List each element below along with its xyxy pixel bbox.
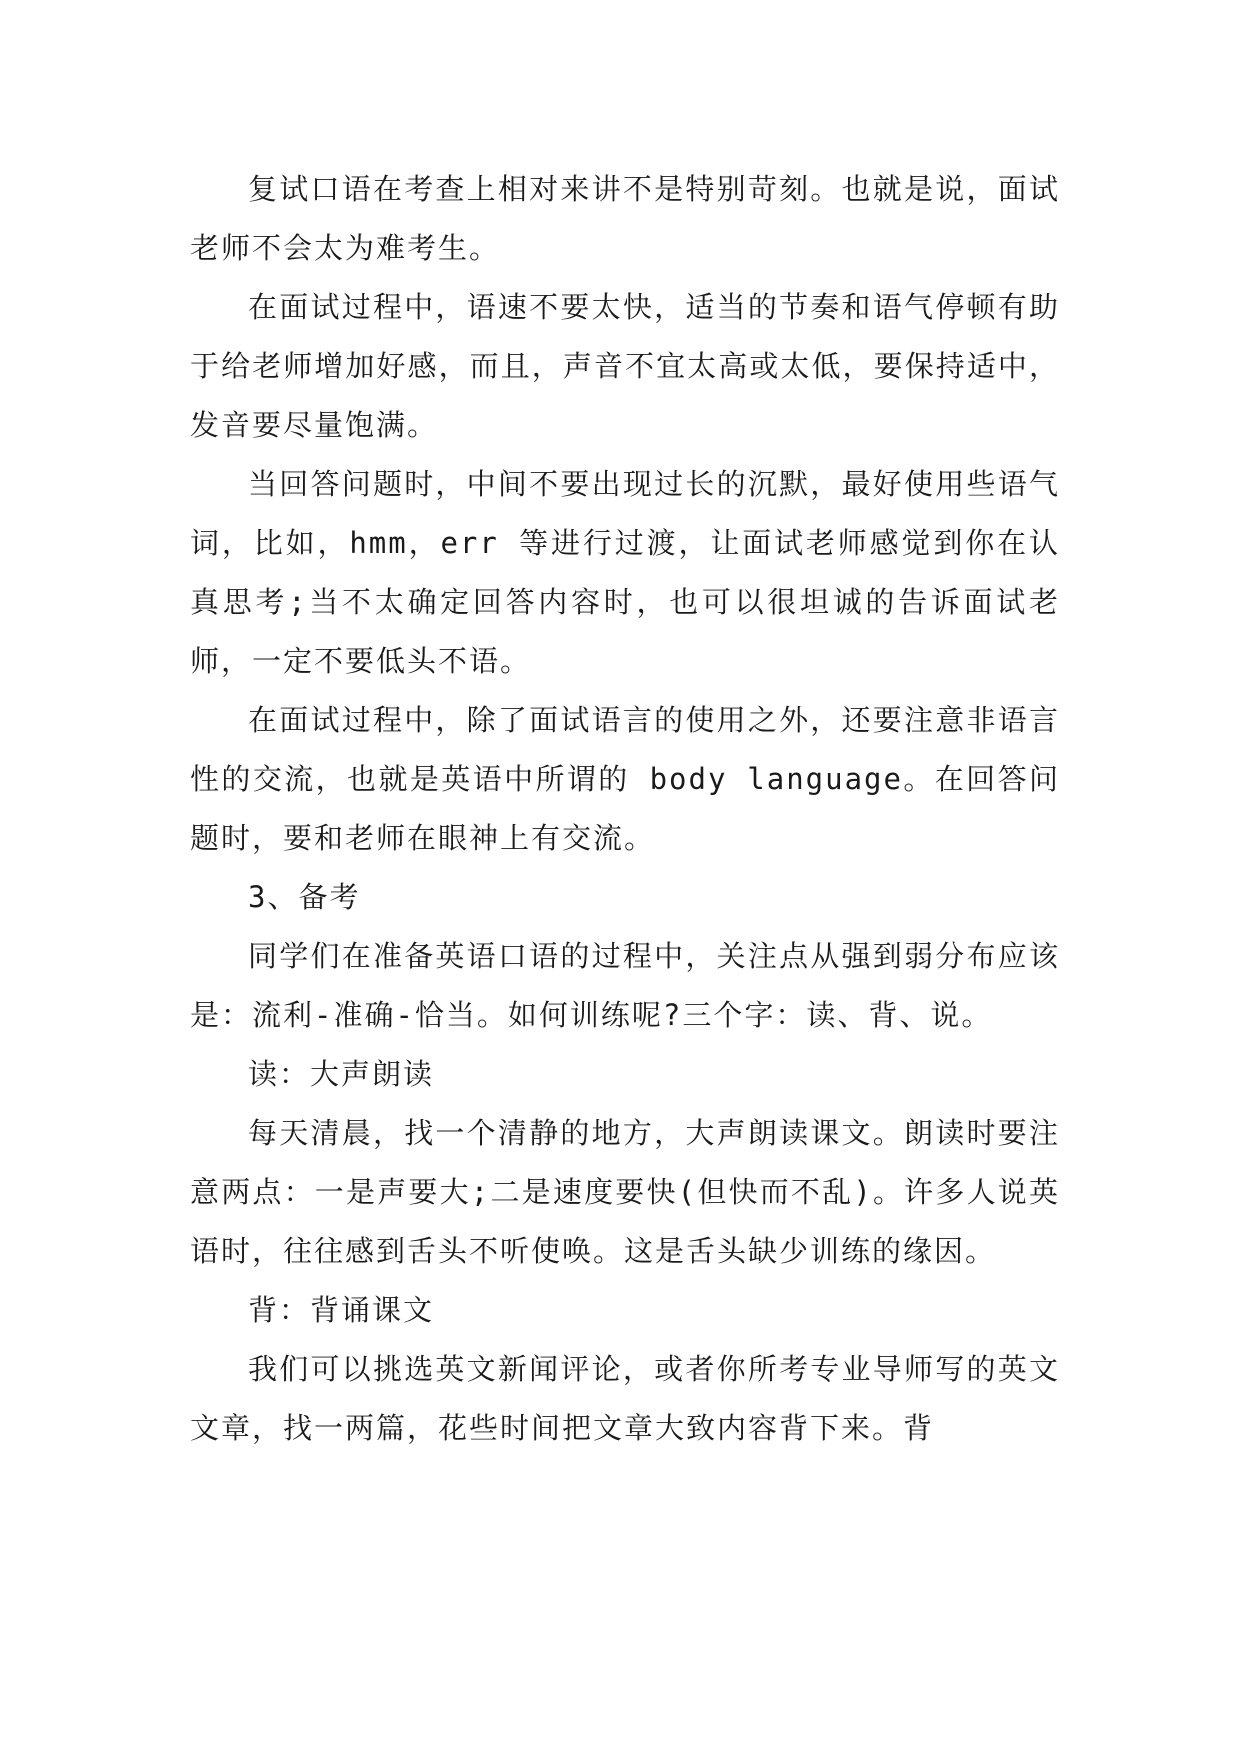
paragraph: 在面试过程中，除了面试语言的使用之外，还要注意非语言性的交流，也就是英语中所谓的 body language。在回答问题时，要和老师在眼神上有交流。 (190, 703, 1060, 855)
paragraph: 复试口语在考查上相对来讲不是特别苛刻。也就是说，面试老师不会太为难考生。 (190, 172, 1060, 265)
subheading: 读：大声朗读 (248, 1057, 435, 1091)
paragraph: 我们可以挑选英文新闻评论，或者你所考专业导师写的英文文章，找一两篇，花些时间把文章大致内容背下来。背 (190, 1352, 1060, 1445)
section-heading: 3、备考 (248, 880, 361, 914)
paragraph: 每天清晨，找一个清静的地方，大声朗读课文。朗读时要注意两点：一是声要大;二是速度要快(但快而不乱)。许多人说英语时，往往感到舌头不听使唤。这是舌头缺少训练的缘因。 (190, 1116, 1060, 1268)
paragraph: 在面试过程中，语速不要太快，适当的节奏和语气停顿有助于给老师增加好感，而且，声音不宜太高或太低，要保持适中，发音要尽量饱满。 (190, 290, 1060, 442)
subheading: 背：背诵课文 (248, 1293, 435, 1327)
document-body (190, 160, 1060, 1458)
paragraph: 当回答问题时，中间不要出现过长的沉默，最好使用些语气词，比如，hmm，err 等进行过渡，让面试老师感觉到你在认真思考;当不太确定回答内容时，也可以很坦诚的告诉面试老师，一定不要低头不语。 (190, 467, 1060, 678)
paragraph: 同学们在准备英语口语的过程中，关注点从强到弱分布应该是：流利-准确-恰当。如何训练呢?三个字：读、背、说。 (190, 939, 1060, 1032)
